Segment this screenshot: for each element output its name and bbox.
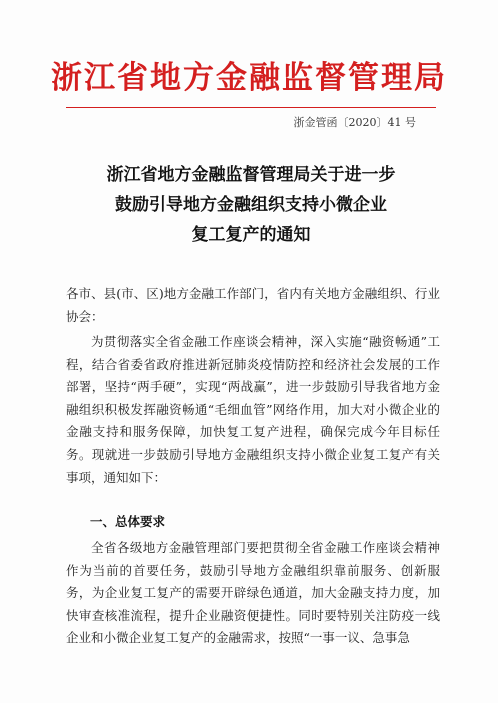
- salutation-text: 各市、县(市、区)地方金融工作部门，省内有关地方金融组织、行业协会：: [66, 286, 440, 324]
- document-title: [66, 160, 436, 250]
- red-divider-line: [66, 107, 436, 108]
- title-line-3: 复工复产的通知: [191, 225, 311, 245]
- title-line-1: 浙江省地方金融监督管理局关于进一步: [106, 165, 396, 185]
- document-number: 浙金管函〔2020〕41 号: [293, 116, 416, 129]
- section1-paragraph-text: 全省各级地方金融管理部门要把贯彻全省金融工作座谈会精神作为当前的首要任务，鼓励引导地方金融组织靠前服务、创新服务，为企业复工复产的需要开辟绿色通道，加大金融支持力度，加快审查核准流程，提升企业融资便捷性。同时要特别关注防疫一线企业和小微企业复工复产的金融需求，按照“一事一议、急事急: [66, 540, 440, 646]
- agency-masthead: 浙江省地方金融监督管理局: [51, 60, 447, 96]
- section1-paragraph: [66, 537, 440, 650]
- title-line-2: 鼓励引导地方金融组织支持小微企业: [115, 195, 387, 215]
- section-heading-general-requirements: 一、总体要求: [90, 514, 166, 529]
- intro-paragraph: [66, 331, 440, 489]
- salutation: [66, 283, 440, 328]
- intro-paragraph-text: 为贯彻落实全省金融工作座谈会精神，深入实施“融资畅通”工程，结合省委省政府推进新冠肺炎疫情防控和经济社会发展的工作部署，坚持“两手硬”，实现“两战赢”，进一步鼓励引导我省地方金融组织积极发挥融资畅通“毛细血管”网络作用，加大对小微企业的金融支持和服务保障，加快复工复产进程，确保完成今年目标任务。现就进一步鼓励引导地方金融组织支持小微企业复工复产有关事项，通知如下：: [66, 334, 440, 485]
